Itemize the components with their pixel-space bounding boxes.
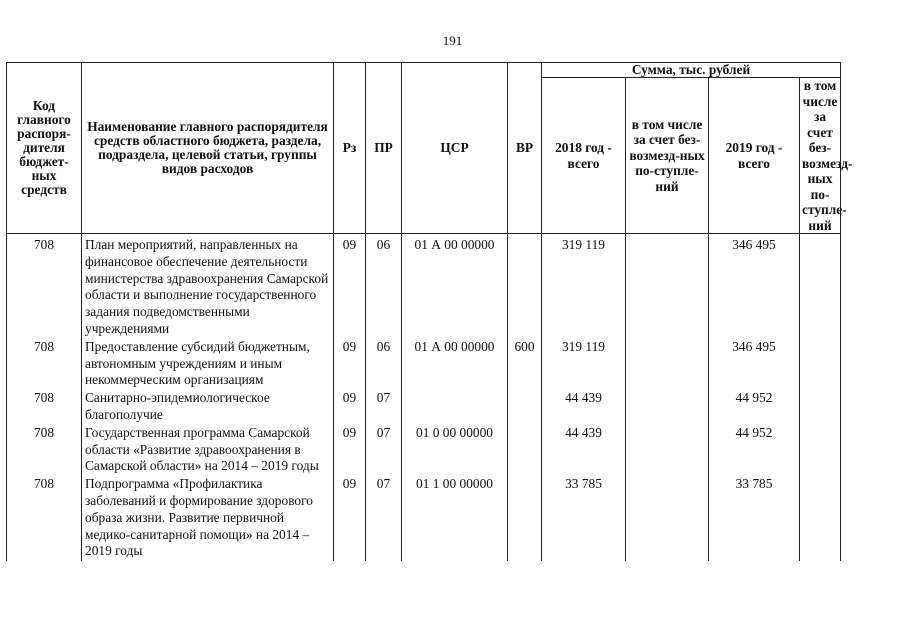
table-body — [7, 234, 841, 562]
col-header-code: Код главного распоря-дителя бюджет-ных средств — [7, 63, 82, 234]
table-row — [7, 390, 841, 425]
cell-rz: 09 — [334, 425, 366, 476]
cell-code: 708 — [7, 390, 82, 425]
table-row — [7, 339, 841, 390]
cell-vr — [508, 425, 542, 476]
cell-csr: 01 0 00 00000 — [402, 425, 508, 476]
cell-2018-free — [626, 425, 709, 476]
cell-2018-free — [626, 339, 709, 390]
page-number: 191 — [442, 33, 463, 48]
cell-2018-total: 44 439 — [542, 425, 626, 476]
cell-2019-total: 346 495 — [709, 234, 800, 339]
cell-2019-total: 44 952 — [709, 425, 800, 476]
col-header-sum: Сумма, тыс. рублей — [542, 63, 841, 78]
cell-name: Санитарно-эпидемиологическое благополучие — [82, 390, 334, 425]
col-header-vr: ВР — [508, 63, 542, 234]
col-header-2018-free: в том числе за счет без-возмезд-ных по-ступле-ний — [626, 78, 709, 234]
budget-table — [6, 62, 853, 561]
cell-2019-free — [800, 339, 841, 390]
cell-2019-free — [800, 234, 841, 339]
col-header-csr: ЦСР — [402, 63, 508, 234]
cell-code: 708 — [7, 339, 82, 390]
col-header-rz: Рз — [334, 63, 366, 234]
cell-2019-total: 44 952 — [709, 390, 800, 425]
cell-name: Государственная программа Самарской области «Развитие здравоохранения в Самарской области» на 2014 – 2019 годы — [82, 425, 334, 476]
table-row — [7, 476, 841, 561]
cell-pr: 06 — [366, 339, 402, 390]
cell-vr: 600 — [508, 339, 542, 390]
cell-name: Подпрограмма «Профилактика заболеваний и формирование здорового образа жизни. Развитие первичной медико-санитарной помощи» на 2014 – 2019 годы — [82, 476, 334, 561]
table-row — [7, 234, 841, 339]
col-header-2019-total: 2019 год - всего — [709, 78, 800, 234]
cell-2018-free — [626, 390, 709, 425]
cell-2019-free — [800, 425, 841, 476]
cell-code: 708 — [7, 476, 82, 561]
cell-2018-free — [626, 234, 709, 339]
col-header-2019-free: в том числе за счет без-возмезд-ных по-ступле-ний — [800, 78, 841, 234]
cell-2018-total: 44 439 — [542, 390, 626, 425]
cell-vr — [508, 390, 542, 425]
cell-vr — [508, 234, 542, 339]
cell-2018-free — [626, 476, 709, 561]
cell-2018-total: 33 785 — [542, 476, 626, 561]
cell-pr: 07 — [366, 425, 402, 476]
col-header-2018-total: 2018 год - всего — [542, 78, 626, 234]
table-row — [7, 425, 841, 476]
cell-pr: 07 — [366, 476, 402, 561]
cell-code: 708 — [7, 425, 82, 476]
cell-name: План мероприятий, направленных на финансовое обеспечение деятельности министерства здравоохранения Самарской области и выполнение государственного задания подведомственными учреждениями — [82, 234, 334, 339]
col-header-pr: ПР — [366, 63, 402, 234]
cell-csr: 01 А 00 00000 — [402, 339, 508, 390]
cell-csr: 01 А 00 00000 — [402, 234, 508, 339]
cell-pr: 07 — [366, 390, 402, 425]
cell-name: Предоставление субсидий бюджетным, автономным учреждениям и иным некоммерческим организациям — [82, 339, 334, 390]
cell-2019-free — [800, 476, 841, 561]
cell-pr: 06 — [366, 234, 402, 339]
cell-rz: 09 — [334, 234, 366, 339]
cell-vr — [508, 476, 542, 561]
cell-2019-total: 33 785 — [709, 476, 800, 561]
table-header — [7, 62, 853, 234]
cell-rz: 09 — [334, 476, 366, 561]
cell-2019-total: 346 495 — [709, 339, 800, 390]
cell-csr: 01 1 00 00000 — [402, 476, 508, 561]
cell-2018-total: 319 119 — [542, 339, 626, 390]
cell-rz: 09 — [334, 390, 366, 425]
cell-csr — [402, 390, 508, 425]
cell-rz: 09 — [334, 339, 366, 390]
col-header-name: Наименование главного распорядителя средств областного бюджета, раздела, подраздела, целевой статьи, группы видов расходов — [82, 63, 334, 234]
cell-2019-free — [800, 390, 841, 425]
cell-2018-total: 319 119 — [542, 234, 626, 339]
cell-code: 708 — [7, 234, 82, 339]
